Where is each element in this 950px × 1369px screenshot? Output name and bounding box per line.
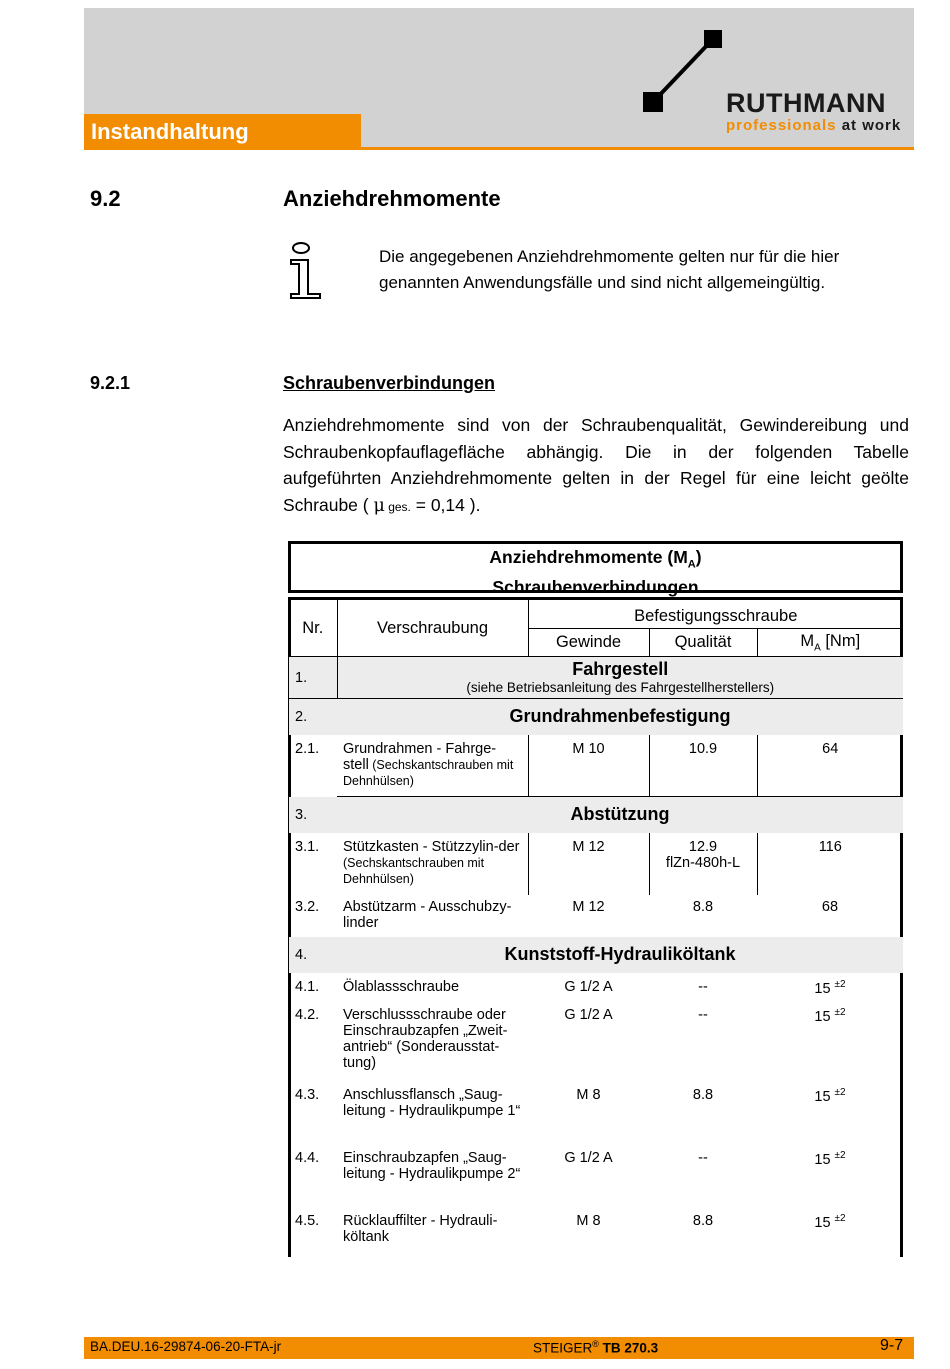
footer-page-number: 9-7 (880, 1337, 904, 1354)
table-row (289, 973, 903, 1003)
row-name: Rücklauffilter - Hydrauli-költank (343, 1212, 498, 1245)
row-nr: 3.1. (295, 838, 320, 855)
col-header-ma (757, 629, 903, 657)
body-paragraph (283, 412, 909, 520)
row-gewinde: G 1/2 A (564, 978, 613, 995)
logo-tagline-part1: professionals (726, 117, 837, 134)
row-name: Anschlussflansch „Saug-leitung - Hydraulikpumpe 1“ (343, 1086, 521, 1119)
section-tab: Instandhaltung (84, 114, 361, 150)
row-gewinde: M 12 (572, 898, 605, 915)
table-row (289, 1209, 903, 1253)
row-ma-value: 15 (814, 1151, 831, 1168)
logo-wordmark: RUTHMANN (726, 88, 886, 118)
row-qualitaet: -- (698, 978, 708, 995)
row-name-text: Stützkasten - Stützzylin-der (343, 838, 520, 855)
row-gewinde: M 12 (528, 833, 649, 895)
row-gewinde: M 10 (528, 735, 649, 797)
subsection-title: Schraubenverbindungen (283, 373, 496, 393)
footer-doc-id: BA.DEU.16-29874-06-20-FTA-jr (90, 1339, 282, 1354)
section-title-grundrahmen: Grundrahmenbefestigung (509, 706, 731, 727)
table-row (289, 1003, 903, 1083)
row-gewinde: G 1/2 A (564, 1149, 613, 1166)
mu-symbol: μ (373, 495, 385, 516)
table-title-line1 (291, 546, 900, 576)
footer-reg-mark: ® (592, 1339, 599, 1349)
row-gewinde: G 1/2 A (564, 1006, 613, 1023)
row-name-note: (Sechskantschrauben mit Dehnhülsen) (343, 757, 514, 788)
row-name: Einschraubzapfen „Saug-leitung - Hydraulikpumpe 2“ (343, 1149, 521, 1182)
row-nr: 4.5. (295, 1212, 320, 1229)
col-header-qualitaet: Qualität (649, 629, 757, 657)
footer-product-name: STEIGER (533, 1340, 593, 1356)
row-ma (757, 1146, 903, 1209)
section-title-fahrgestell: Fahrgestell (572, 659, 669, 679)
table-title-sub: A (687, 558, 696, 571)
section-nr: 3. (295, 806, 308, 823)
section-nr: 4. (295, 946, 308, 963)
row-qualitaet: 8.8 (692, 1212, 714, 1229)
section-nr: 1. (289, 657, 337, 699)
subsection-number: 9.2.1 (90, 373, 131, 393)
footer-model: TB 270.3 (598, 1340, 659, 1356)
table-title-box (288, 541, 903, 597)
section-nr: 2. (295, 708, 308, 725)
table-row (289, 1083, 903, 1146)
row-name (337, 735, 528, 797)
table-row (289, 735, 903, 797)
table-title-line2: Schraubenverbindungen (492, 576, 699, 597)
section-note-fahrgestell: (siehe Betriebsanleitung des Fahrgestellherstellers) (466, 680, 775, 695)
section-title-tank: Kunststoff-Hydrauliköltank (504, 944, 736, 964)
row-nr: 4.1. (295, 978, 320, 995)
row-nr: 4.4. (295, 1149, 320, 1166)
col-header-befestigung: Befestigungsschraube (528, 599, 903, 629)
body-end: = 0,14 ). (410, 494, 481, 515)
ma-sub: A (814, 642, 821, 654)
section-row-fahrgestell (337, 657, 903, 699)
row-ma-tolerance: ±2 (834, 1212, 846, 1224)
col-header-verschraubung: Verschraubung (337, 599, 528, 657)
section-title-abstuetzung: Abstützung (570, 804, 670, 825)
table-row (289, 895, 903, 937)
row-qualitaet: 8.8 (692, 898, 714, 915)
row-ma (757, 1003, 903, 1083)
row-qualitaet-line1: 12.9 (688, 838, 718, 855)
row-ma (757, 1209, 903, 1253)
mu-subscript: ges. (384, 499, 411, 514)
table-title-text: Anziehdrehmomente (M (489, 547, 688, 567)
row-name-note: (Sechskantschrauben mit Dehnhülsen) (343, 855, 485, 886)
row-ma (757, 1083, 903, 1146)
row-ma (757, 973, 903, 1003)
row-ma: 116 (818, 838, 842, 855)
row-nr: 3.2. (295, 898, 320, 915)
row-qualitaet: -- (698, 1006, 708, 1023)
info-note: Die angegebenen Anziehdrehmomente gelten nur für die hier genannten Anwendungsfälle und sind nicht allgemeingültig. (379, 247, 840, 292)
row-name: Ölablassschraube (343, 978, 460, 995)
row-ma-tolerance: ±2 (834, 1086, 846, 1098)
row-ma-value: 15 (814, 1214, 831, 1231)
col-header-nr: Nr. (289, 599, 337, 657)
row-qualitaet: 8.8 (692, 1086, 714, 1103)
row-ma: 68 (821, 898, 839, 915)
section-number: 9.2 (90, 186, 121, 211)
header-rule (361, 147, 914, 150)
row-name-text: Grundrahmen - Fahrge-stell (343, 740, 497, 773)
row-name: Abstützarm - Ausschubzy-linder (343, 898, 512, 931)
info-icon (286, 240, 326, 302)
row-nr: 4.3. (295, 1086, 320, 1103)
row-ma-value: 15 (814, 980, 831, 997)
logo-tagline-part2: at work (841, 117, 902, 134)
row-gewinde: M 8 (576, 1212, 601, 1229)
body-main: Anziehdrehmomente sind von der Schraubenqualität, Gewindereibung und Schraubenkopfauflagefläche abhängig. Die in der folgenden Tabelle aufgeführten Anziehdrehmomente gelten in der Regel für eine leicht geölte Schraube ( (283, 415, 909, 515)
row-qualitaet (649, 833, 757, 895)
row-name (337, 833, 528, 895)
section-title: Anziehdrehmomente (283, 186, 501, 211)
ma-unit: [Nm] (820, 631, 861, 650)
logo-tagline (726, 117, 901, 134)
row-qualitaet-line2: flZn-480h-L (665, 854, 741, 871)
row-name: Verschlussschraube oder Einschraubzapfen „Zweit-antrieb“ (Sonderausstat-tung) (343, 1006, 508, 1071)
row-ma-tolerance: ±2 (834, 1149, 846, 1161)
footer-product (533, 1339, 658, 1356)
col-header-gewinde: Gewinde (528, 629, 649, 657)
ma-label: M (800, 631, 815, 650)
table-row (289, 1146, 903, 1209)
row-ma-value: 15 (814, 1088, 831, 1105)
row-ma: 64 (757, 735, 903, 797)
torque-table (289, 597, 903, 1253)
row-nr: 2.1. (295, 740, 320, 757)
table-row (289, 833, 903, 895)
row-qualitaet: 10.9 (649, 735, 757, 797)
row-ma-value: 15 (814, 1008, 831, 1025)
row-ma-tolerance: ±2 (834, 1006, 846, 1018)
row-gewinde: M 8 (576, 1086, 601, 1103)
row-qualitaet: -- (698, 1149, 708, 1166)
row-nr: 4.2. (295, 1006, 320, 1023)
row-ma-tolerance: ±2 (834, 978, 846, 990)
table-title-close: ) (695, 547, 702, 567)
